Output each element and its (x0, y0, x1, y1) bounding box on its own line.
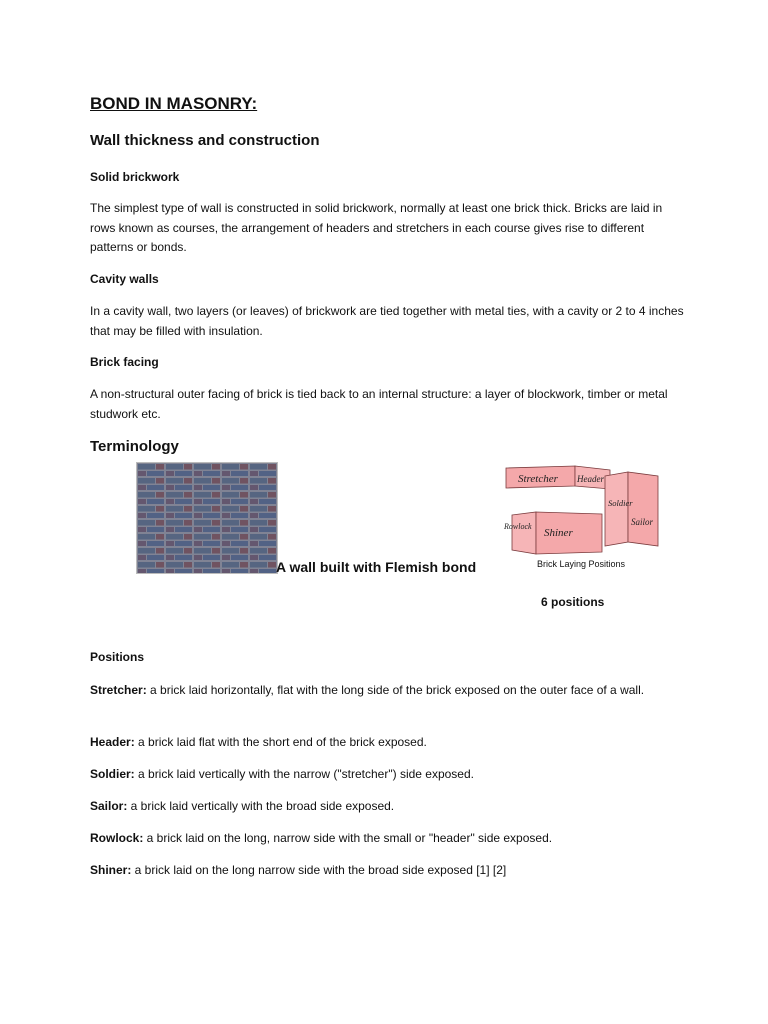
wall-caption: A wall built with Flemish bond (276, 559, 477, 575)
term-header: Header: (90, 735, 135, 749)
positions-count: 6 positions (541, 595, 605, 609)
section-heading: Wall thickness and construction (90, 132, 320, 149)
subsection-heading-facing: Brick facing (90, 355, 159, 369)
subsection-text-facing: A non-structural outer facing of brick is tied back to an internal structure: a layer of blockwork, timber or metal studwork etc. (90, 387, 668, 421)
definition-text: a brick laid vertically with the narrow ("stretcher") side exposed. (134, 767, 474, 781)
diagram-caption: Brick Laying Positions (537, 559, 626, 569)
definition-text: a brick laid horizontally, flat with the long side of the brick exposed on the outer face of a wall. (146, 683, 645, 697)
term-sailor: Sailor: (90, 799, 128, 813)
definition-header (90, 733, 690, 753)
term-shiner: Shiner: (90, 863, 132, 877)
term-stretcher: Stretcher: (90, 683, 147, 697)
label-soldier: Soldier (608, 498, 633, 508)
definition-soldier (90, 765, 690, 785)
terminology-heading: Terminology (90, 438, 179, 455)
definition-stretcher (90, 681, 690, 701)
subsection-text-solid: The simplest type of wall is constructed in solid brickwork, normally at least one brick thick. Bricks are laid in rows known as courses, the arrangement of headers and stretchers in each course gives rise to different patterns or bonds. (90, 201, 663, 254)
page-title: BOND IN MASONRY: (90, 94, 258, 113)
definition-text: a brick laid vertically with the broad side exposed. (127, 799, 395, 813)
label-sailor: Sailor (631, 517, 654, 527)
flemish-bond-wall-image (136, 462, 278, 574)
brick-positions-diagram (498, 462, 670, 574)
label-shiner: Shiner (544, 527, 573, 539)
subsection-text-cavity: In a cavity wall, two layers (or leaves) of brickwork are tied together with metal ties, with a cavity or 2 to 4 inches that may be filled with insulation. (90, 304, 684, 338)
definition-text: a brick laid on the long narrow side with the broad side exposed [1] [2] (131, 863, 507, 877)
term-rowlock: Rowlock: (90, 831, 144, 845)
label-stretcher: Stretcher (518, 473, 558, 485)
label-header: Header (577, 474, 604, 484)
definition-text: a brick laid flat with the short end of the brick exposed. (134, 735, 427, 749)
positions-heading: Positions (90, 650, 145, 664)
definition-rowlock (90, 829, 690, 849)
term-soldier: Soldier: (90, 767, 135, 781)
definition-shiner (90, 861, 690, 881)
subsection-heading-cavity: Cavity walls (90, 272, 159, 286)
definition-text: a brick laid on the long, narrow side with the small or "header" side exposed. (143, 831, 553, 845)
label-rowlock: Rowlock (504, 522, 532, 531)
definition-sailor (90, 797, 690, 817)
subsection-heading-solid: Solid brickwork (90, 170, 180, 184)
